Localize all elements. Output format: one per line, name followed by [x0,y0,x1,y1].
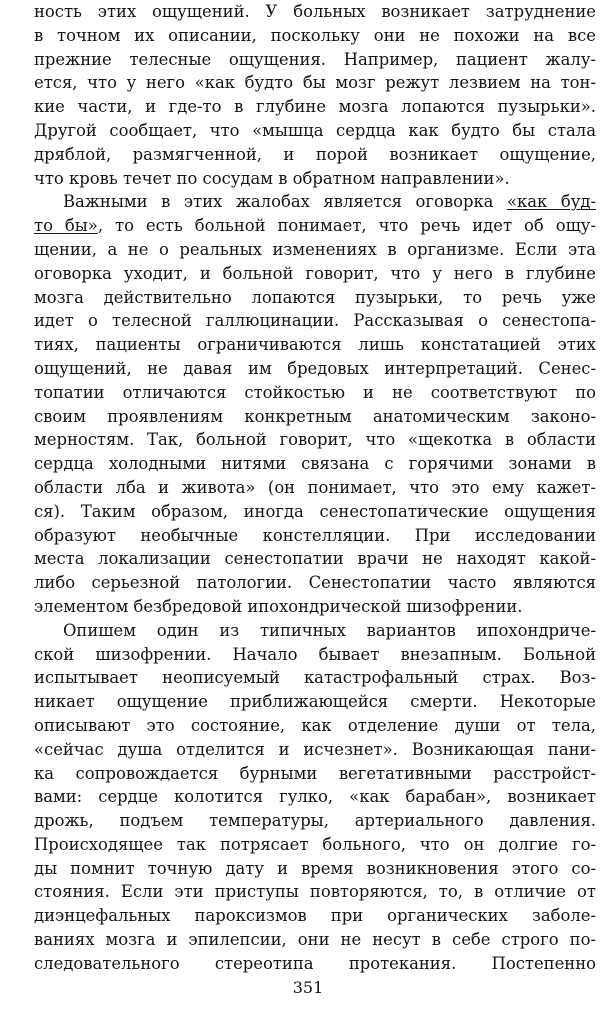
text-line: никает ощущение приближающейся смерти. Некоторые [34,692,596,712]
text-line: ется, что у него «как будто бы мозг режут лезвием на тон- [34,73,596,93]
text-line: ность этих ощущений. У больных возникает затруднение [34,2,596,21]
text-line: Другой сообщает, что «мышца сердца как будто бы стала [34,120,596,140]
text-line: ваниях мозга и эпилепсии, они не несут в себе строго по- [34,930,596,950]
text-line: Происходящее так потрясает больного, что он долгие го- [34,834,596,854]
text-line: следовательного стереотипа протекания. Постепенно [34,953,596,973]
text-line: стояния. Если эти приступы повторяются, то, в отличие от [34,882,596,902]
text-line: идет о телесной галлюцинации. Рассказывая о сенестопа- [34,311,596,331]
text-line: щении, а не о реальных изменениях в организме. Если эта [34,239,596,259]
text-line: в точном их описании, поскольку они не похожи на все [34,25,596,45]
text-line: что кровь течет по сосудам в обратном направлении». [34,168,510,188]
text-line: ской шизофрении. Начало бывает внезапным. Больной [34,644,596,664]
text-line [34,190,596,214]
text-line: прежние телесные ощущения. Например, пациент жалу- [34,49,596,69]
page-number: 351 [292,978,324,997]
text-line: области лба и живота» (он понимает, что это ему кажет- [34,477,596,497]
text-line: ды помнит точную дату и время возникновения этого со- [34,858,596,878]
text-segment: Важными в этих жалобах является оговорка [63,192,508,212]
text-line: диэнцефальных пароксизмов при органических заболе- [34,906,596,926]
text-line: места локализации сенестопатии врачи не находят какой- [34,549,596,569]
text-line: ка сопровождается бурными вегетативными расстройст- [34,763,596,783]
text-line: сердца холодными нитями связана с горячими зонами в [34,454,596,474]
text-line: элементом безбредовой ипохондрической шизофрении. [34,596,523,616]
text-line: дряблой, размягченной, и порой возникает ощущение, [34,144,596,164]
paragraph-2 [34,190,596,618]
text-segment: , то есть больной понимает, что речь идет об ощу- [97,216,596,236]
text-line: своим проявлениям конкретным анатомическим законо- [34,406,596,426]
text-line: «сейчас душа отделится и исчезнет». Возникающая пани- [34,739,596,759]
text-line: тиях, пациенты ограничиваются лишь констатацией этих [34,335,596,355]
paragraph-1 [34,0,596,190]
paragraph-3 [34,619,596,976]
text-line: оговорка уходит, и больной говорит, что у него в глубине [34,263,596,283]
underlined-phrase: «как буд- [507,192,596,212]
text-line [34,214,596,238]
page-text [34,0,596,976]
underlined-phrase: то бы» [34,216,98,236]
text-line: ощущений, не давая им бредовых интерпретаций. Сенес- [34,358,596,378]
text-line: мерностям. Так, больной говорит, что «щекотка в области [34,430,596,450]
text-line: Опишем один из типичных вариантов ипохондриче- [63,620,596,640]
text-line: либо серьезной патологии. Сенестопатии часто являются [34,573,596,593]
text-line: испытывает неописуемый катастрофальный страх. Воз- [34,668,596,688]
text-line: описывают это состояние, как отделение души от тела, [34,715,596,735]
text-line: кие части, и где-то в глубине мозга лопаются пузырьки». [34,97,596,117]
text-line: образуют необычные констелляции. При исследовании [34,525,596,545]
text-line: топатии отличаются стойкостью и не соответствуют по [34,382,596,402]
text-line: ся). Таким образом, иногда сенестопатические ощущения [34,501,596,521]
text-line: дрожь, подъем температуры, артериального давления. [34,811,596,831]
text-line: вами: сердце колотится гулко, «как барабан», возникает [34,787,596,807]
text-line: мозга действительно лопаются пузырьки, то речь уже [34,287,596,307]
